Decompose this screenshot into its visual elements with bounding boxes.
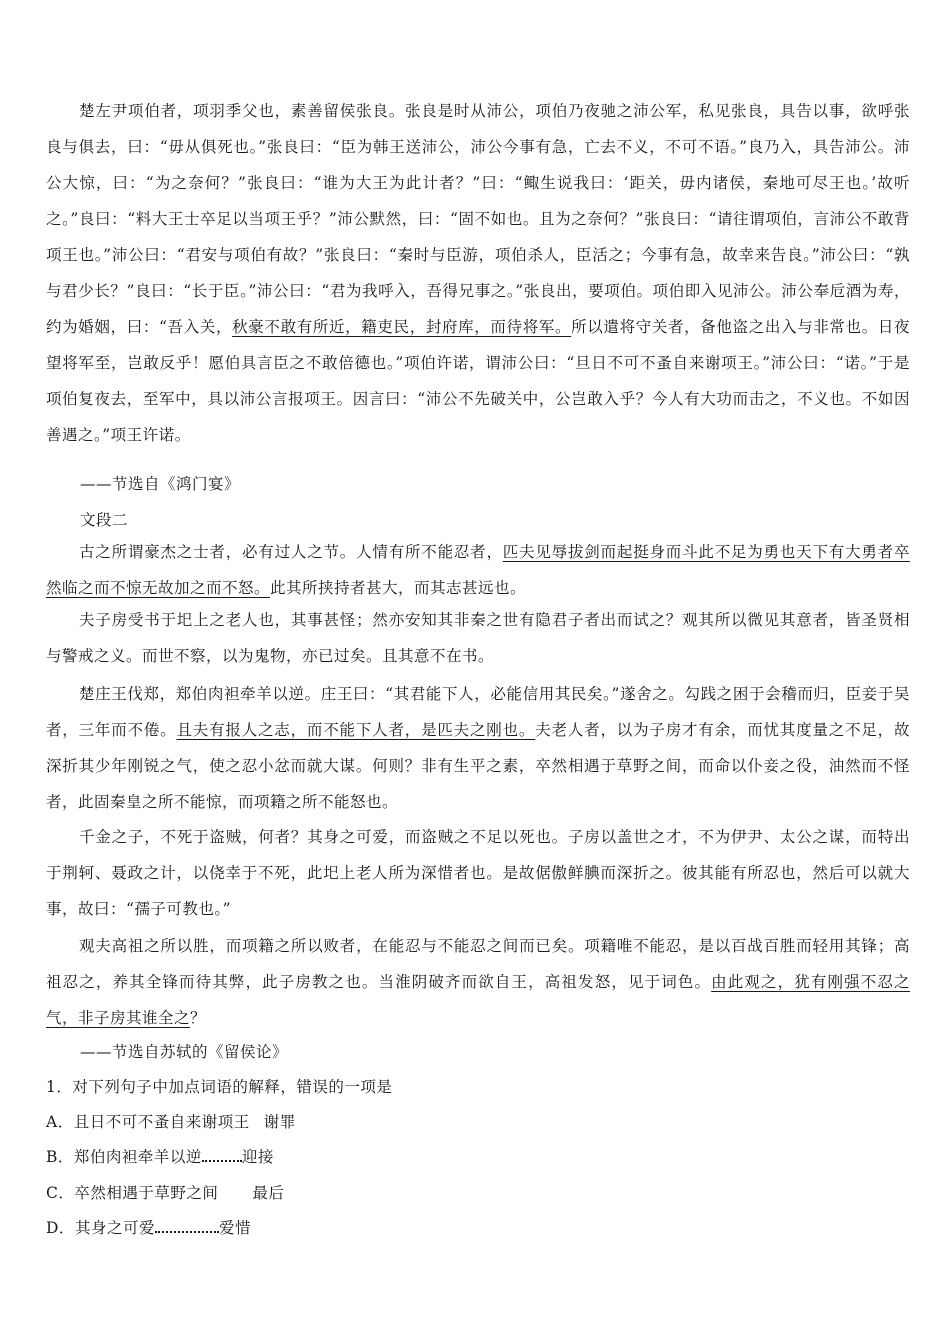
option-text: 其身之可爱 — [74, 1219, 155, 1237]
option-label: B． — [46, 1148, 74, 1166]
option-answer: 迎接 — [241, 1148, 274, 1166]
option-text: 郑伯肉袒牵羊以逆 — [73, 1148, 202, 1166]
option-text: 且日不可不蚤自来谢项王 — [73, 1113, 250, 1131]
passage2-paragraph-4: 千金之子，不死于盗贼，何者？其身之可爱，而盗贼之不足以死也。子房以盖世之才，不为伊尹、太公之谋，而特出于荆轲、聂政之计，以侥幸于不死，此圯上老人所为深惜者也。是故倨傲鲜腆而深折之。彼其能有所忍也，然后可以就大事，故曰：“孺子可教也。” — [46, 828, 910, 918]
paragraph-text: 楚庄王伐郑，郑伯肉袒牵羊以逆。庄王曰：“其君能下人，必能信用其民矣。”遂舍之。勾践之困于会稽而归，臣妾于吴者，三年而不倦。 — [46, 685, 910, 739]
emphasis-dots — [155, 1217, 219, 1233]
question-stem: 1．对下列句子中加点词语的解释，错误的一项是 — [46, 1078, 393, 1096]
option-c — [46, 1181, 284, 1205]
option-a — [46, 1110, 296, 1134]
option-answer: 最后 — [252, 1184, 285, 1202]
passage2-heading: 文段二 — [80, 511, 129, 529]
paragraph-text: 此其所挟持者甚大，而其志甚远也。 — [270, 579, 527, 597]
underlined-sentence: 且夫有报人之志，而不能下人者，是匹夫之刚也。 — [176, 721, 536, 739]
paragraph-text: ？ — [190, 1009, 207, 1027]
option-label: C． — [46, 1184, 75, 1202]
passage1-text-end: 所以遣将守关者，备他盗之出入与非常也。日夜望将军至，岂敢反乎！愿伯具言臣之不敢倍德也。”项伯许诺，谓沛公曰：“旦日不可不蚤自来谢项王。”沛公曰：“诺。”于是项伯复夜去，至军中，具以沛公言报项王。因言曰：“沛公不先破关中，公岂敢入乎？今人有大功而击之，不义也。不如因善遇之。”项王许诺。 — [46, 318, 910, 444]
passage2-paragraph-3 — [46, 676, 910, 820]
passage2-paragraph-1 — [46, 534, 910, 606]
option-answer: 爱惜 — [218, 1219, 251, 1237]
underlined-sentence: 由此观之，犹有刚强不忍之气，非子房其谁全之 — [46, 973, 910, 1027]
option-label: A． — [46, 1113, 74, 1131]
passage1-text: 楚左尹项伯者，项羽季父也，素善留侯张良。张良是时从沛公，项伯乃夜驰之沛公军，私见张良，具告以事，欲呼张良与俱去，曰：“毋从俱死也。”张良曰：“臣为韩王送沛公，沛公今事有急，亡去不义，不可不语。”良乃入，具告沛公。沛公大惊，曰：“为之奈何？”张良曰：“谁为大王为此计者？”曰：“鲰生说我曰：‘距关，毋内诸侯，秦地可尽王也。’故听之。”良曰：“料大王士卒足以当项王乎？”沛公默然，曰：“固不如也。且为之奈何？”张良曰：“请往谓项伯，言沛公不敢背项王也。”沛公曰：“君安与项伯有故？”张良曰：“秦时与臣游，项伯杀人，臣活之；今事有急，故幸来告良。”沛公曰：“孰与君少长？”良曰：“长于臣。”沛公曰：“君为我呼入，吾得兄事之。”张良出，要项伯。项伯即入见沛公。沛公奉卮酒为寿，约为婚姻，曰：“吾入关， — [46, 102, 910, 336]
paragraph-text: 古之所谓豪杰之士者，必有过人之节。人情有所不能忍者， — [79, 543, 503, 561]
underlined-sentence: 秋豪不敢有所近，籍吏民，封府库，而待将军。 — [232, 318, 572, 336]
passage2-paragraph-5 — [46, 928, 910, 1036]
underlined-sentence: 匹夫见辱拔剑而起挺身而斗此不足为勇也天下有大勇者卒然临之而不惊无故加之而不怒。 — [46, 543, 910, 597]
passage2-source: ——节选自苏轼的《留侯论》 — [80, 1043, 289, 1061]
paragraph-text: 观夫高祖之所以胜，而项籍之所以败者，在能忍与不能忍之间而已矣。项籍唯不能忍，是以百战百胜而轻用其锋；高祖忍之，养其全锋而待其弊，此子房教之也。当淮阴破齐而欲自王，高祖发怒，见于词色。 — [46, 937, 910, 991]
paragraph-text: 夫老人者，以为子房才有余，而忧其度量之不足，故深折其少年刚锐之气，使之忍小忿而就大谋。何则？非有生平之素，卒然相遇于草野之间，而命以仆妾之役，油然而不怪者，此固秦皇之所不能惊，而项籍之所不能怒也。 — [46, 721, 910, 811]
passage1-paragraph — [46, 93, 910, 453]
option-answer: 谢罪 — [263, 1113, 296, 1131]
emphasis-dots — [202, 1146, 242, 1162]
option-d — [46, 1216, 251, 1240]
passage2-paragraph-2: 夫子房受书于圯上之老人也，其事甚怪；然亦安知其非秦之世有隐君子者出而试之？观其所以微见其意者，皆圣贤相与警戒之义。而世不察，以为鬼物，亦已过矣。且其意不在书。 — [46, 611, 910, 665]
passage1-source: ——节选自《鸿门宴》 — [80, 475, 241, 493]
option-text: 卒然相遇于草野之间 — [74, 1184, 219, 1202]
option-label: D． — [46, 1219, 75, 1237]
option-b — [46, 1145, 274, 1169]
